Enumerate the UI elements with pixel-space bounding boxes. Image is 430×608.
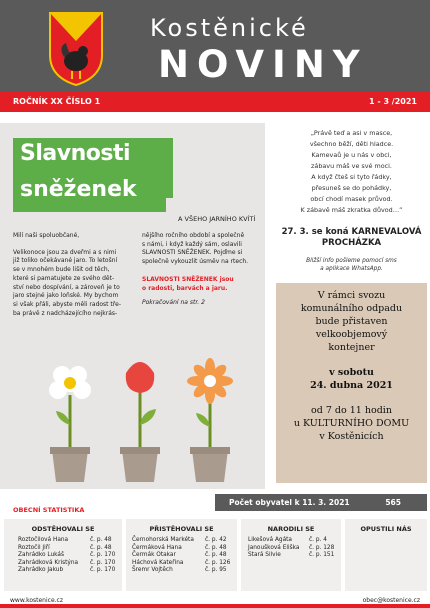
- notice-line: kontejner: [328, 342, 375, 353]
- stats-name: Háchová Kateřina: [132, 559, 184, 566]
- stats-address: č. p. 4: [309, 537, 327, 543]
- notice-line: bude přistaven: [315, 316, 388, 327]
- stats-name: Čermáková Hana: [132, 544, 182, 551]
- stats-address: č. p. 170: [90, 552, 116, 559]
- stats-address: č. p. 42: [205, 537, 227, 543]
- stats-heading: OBECNÍ STATISTIKA: [13, 506, 85, 514]
- poem-line: „Právě teď a asi v masce,: [310, 129, 393, 137]
- lead-highlight: o radosti, barvách a jaru.: [142, 284, 228, 292]
- stats-name: Roztočil Jiří: [18, 544, 50, 551]
- stats-address: č. p. 48: [205, 552, 227, 559]
- lead-text-line: ství nebo dospívání, a zároveň je to: [13, 283, 120, 291]
- stats-moved-out: [4, 519, 122, 591]
- orange-flower-icon: [187, 358, 233, 482]
- poem-line: Kamevaů je u nás v obci,: [311, 151, 392, 159]
- stats-name: Šremr Vojtěch: [132, 567, 173, 574]
- stats-address: č. p. 128: [309, 544, 335, 551]
- stats-address: č. p. 48: [205, 544, 227, 551]
- notice-time: od 7 do 11 hodin: [311, 405, 392, 416]
- poem-line: přesuneš se do pohádky,: [311, 184, 392, 192]
- stats-name: Zahrádková Kristýna: [18, 559, 79, 566]
- notice-place: v Kostěnicích: [319, 431, 384, 442]
- footer-rule: [0, 604, 430, 608]
- carnival-note: [276, 257, 427, 273]
- notice-line: velkoobjemový: [315, 329, 388, 340]
- website-link[interactable]: www.kostenice.cz: [10, 597, 63, 604]
- lead-text-line: Velikonoce jsou za dveřmi a s nimi: [13, 248, 117, 256]
- flower-pots-illustration: [40, 355, 240, 485]
- notice-place: u KULTURNÍHO DOMU: [293, 418, 410, 429]
- poem-line: K zábavě máš zkratka důvod…”: [300, 206, 403, 214]
- lead-text-line: se v mnohém bude lišit od těch,: [13, 266, 110, 274]
- lead-text-line: společně vykouzlit úsměv na rtech.: [142, 258, 249, 266]
- lead-highlight: SLAVNOSTI SNĚŽENEK jsou: [142, 275, 234, 283]
- lead-text-line: které si pamatujete ze svého dět-: [13, 274, 115, 282]
- carnival-title: 27. 3. se koná KARNEVALOVÁ: [281, 227, 422, 237]
- poem-line: všechno běží, děti hladce.: [309, 140, 394, 148]
- stats-name: Likešová Agáta: [248, 537, 292, 543]
- carnival-title: PROCHÁZKA: [321, 238, 382, 248]
- stats-address: č. p. 170: [90, 567, 116, 574]
- stats-name: Čermák Otakar: [132, 552, 176, 559]
- population-value: 565: [385, 498, 401, 507]
- stats-address: č. p. 170: [90, 559, 116, 566]
- carnival-note-line: a aplikace WhatsApp.: [320, 266, 383, 272]
- carnival-note-line: Bližší info pošleme pomocí sms: [306, 258, 397, 264]
- issue-number: ROČNÍK XX ČÍSLO 1: [13, 97, 101, 106]
- stats-name: Zahrádko Jakub: [18, 567, 64, 574]
- poem-line: zábavu máš ve své moci.: [311, 162, 392, 170]
- lead-text-line: s námi, i když každý sám, oslavili: [142, 240, 242, 248]
- stats-column-title: OPUSTILI NÁS: [360, 525, 412, 533]
- stats-name: Janoušková Eliška: [248, 544, 300, 551]
- lead-text-line: nějšího ročního období a společně: [142, 232, 245, 239]
- stats-address: č. p. 151: [309, 552, 335, 559]
- stats-born: [241, 519, 341, 591]
- issue-date: 1 - 3 /2021: [369, 97, 417, 106]
- lead-text-line: ba právě z nadcházejícího nejkrás-: [13, 309, 118, 317]
- white-flower-icon: [49, 366, 91, 482]
- poem-line: obcí chodí masek průvod.: [310, 195, 393, 203]
- lead-text-line: již toliko očekávané jaro. To letošní: [13, 257, 118, 265]
- notice-line: V rámci svozu: [317, 290, 386, 301]
- stats-address: č. p. 48: [90, 537, 112, 543]
- lead-title-line2: sněženek: [13, 166, 166, 212]
- stats-moved-in: [126, 519, 237, 591]
- stats-address: č. p. 48: [90, 544, 112, 551]
- waste-container-notice: [276, 283, 427, 483]
- lead-title-line1: Slavnosti: [13, 138, 173, 198]
- lead-subtitle: A VŠEHO JARNÍHO KVÍTÍ: [178, 215, 256, 223]
- carnival-announcement: [276, 227, 427, 249]
- stats-left-us: [345, 519, 427, 591]
- stats-column-title: ODSTĚHOVALI SE: [31, 525, 95, 533]
- poem: [276, 128, 427, 216]
- lead-column-2: [142, 232, 260, 308]
- issue-bar: [0, 91, 430, 112]
- stats-name: Zahrádko Lukáš: [18, 552, 64, 559]
- stats-column-title: PŘISTĚHOVALI SE: [149, 525, 214, 533]
- lead-text-line: SLAVNOSTI SNĚŽENEK. Pojďme si: [142, 249, 243, 257]
- population-label: Počet obyvatel k 11. 3. 2021: [229, 498, 350, 507]
- stats-column-title: NARODILI SE: [267, 525, 315, 533]
- lead-text-line: si však přáli, abyste měli radost tře-: [13, 300, 121, 308]
- masthead-title-line2: NOVINY: [158, 43, 368, 86]
- continued-note: Pokračování na str. 2: [142, 299, 205, 307]
- stats-name: Roztočilová Hana: [18, 537, 69, 543]
- stats-address: č. p. 95: [205, 567, 227, 574]
- lead-column-1: [13, 232, 135, 318]
- notice-line: komunálního odpadu: [300, 303, 403, 314]
- notice-date: 24. dubna 2021: [310, 380, 393, 391]
- stats-address: č. p. 126: [205, 559, 231, 566]
- stats-name: Černohorská Markéta: [132, 537, 194, 543]
- lead-text-line: jaro stejné jako loňské. My bychom: [13, 292, 119, 300]
- lead-greeting: Milí naši spoluobčané,: [13, 232, 80, 239]
- poem-line: A když čteš si tyto řádky,: [311, 173, 392, 181]
- tulip-icon: [120, 362, 160, 482]
- stats-name: Stará Silvie: [248, 552, 281, 559]
- masthead: [0, 0, 430, 91]
- notice-date: v sobotu: [329, 367, 374, 378]
- population-bar: [215, 494, 427, 511]
- email-link[interactable]: obec@kostenice.cz: [362, 597, 420, 604]
- coat-of-arms-icon: [48, 11, 104, 87]
- masthead-title-line1: Kostěnické: [150, 14, 309, 42]
